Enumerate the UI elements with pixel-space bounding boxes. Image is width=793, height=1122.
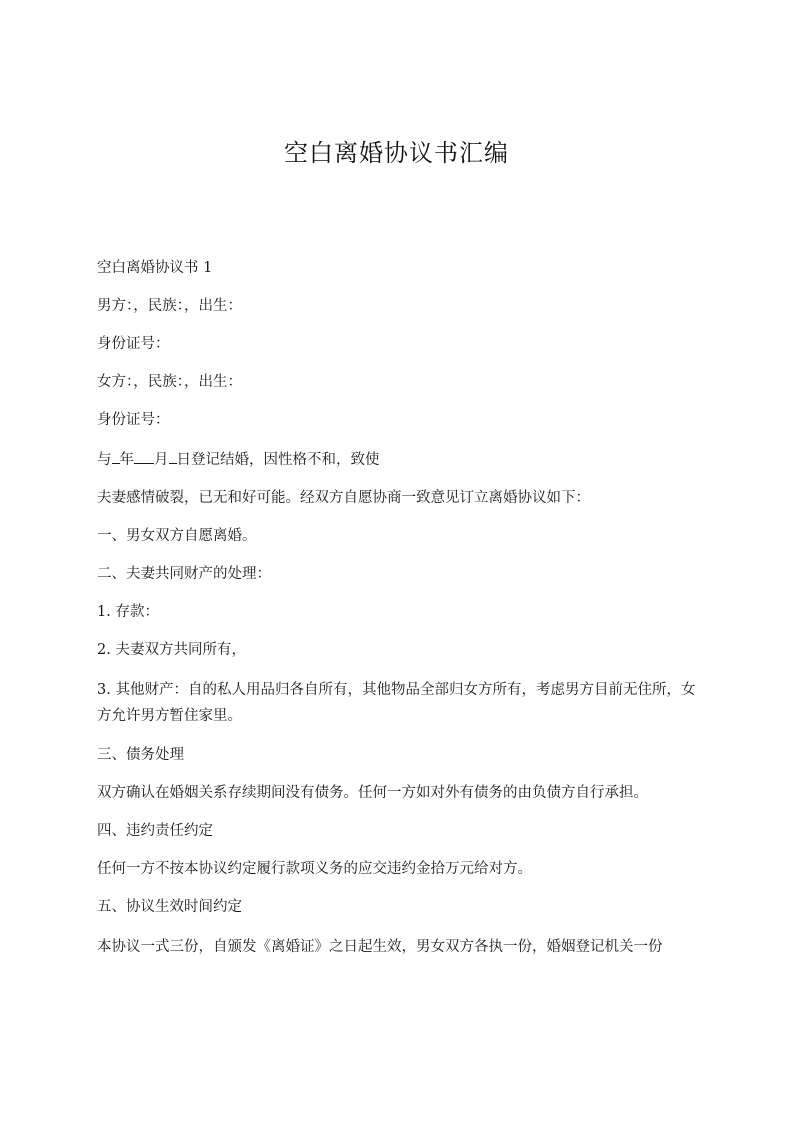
husband-info-line: 男方：，民族：，出生： xyxy=(97,298,242,314)
marriage-prefix: 与 xyxy=(97,452,112,468)
clause-1: 一、男女双方自愿离婚。 xyxy=(97,528,257,544)
marriage-year-label: 年 xyxy=(119,452,134,468)
clause-3-heading: 三、债务处理 xyxy=(97,747,184,763)
section-heading: 空白离婚协议书 1 xyxy=(97,260,213,276)
clause-4-heading: 四、违约责任约定 xyxy=(97,823,213,839)
marriage-day-rest: 日登记结婚，因性格不和，致使 xyxy=(176,452,380,468)
document-title: 空白离婚协议书汇编 xyxy=(284,139,509,167)
wife-info-line: 女方：，民族：，出生： xyxy=(97,374,242,390)
clause-3-text: 双方确认在婚姻关系存续期间没有债务。任何一方如对外有债务的由负债方自行承担。 xyxy=(97,785,648,801)
intro-paragraph: 夫妻感情破裂，已无和好可能。经双方自愿协商一致意见订立离婚协议如下： xyxy=(97,490,590,506)
husband-id-line: 身份证号： xyxy=(97,336,170,352)
day-blank xyxy=(169,447,177,464)
clause-4-text: 任何一方不按本协议约定履行款项义务的应交违约金拾万元给对方。 xyxy=(97,861,532,877)
clause-5-heading: 五、协议生效时间约定 xyxy=(97,899,242,915)
month-blank xyxy=(134,447,154,464)
marriage-date-line xyxy=(97,447,701,472)
marriage-month-label: 月 xyxy=(154,452,169,468)
item-1-deposits: 1. 存款： xyxy=(97,604,159,620)
clause-5-text: 本协议一式三份，自颁发《离婚证》之日起生效，男女双方各执一份，婚姻登记机关一份 xyxy=(97,939,663,955)
clause-2-heading: 二、夫妻共同财产的处理： xyxy=(97,566,271,582)
document-body xyxy=(97,257,701,975)
year-blank xyxy=(112,447,120,464)
item-3-other-property: 3. 其他财产：自的私人用品归各自所有，其他物品全部归女方所有，考虑男方目前无住所，女方允许男方暂住家里。 xyxy=(97,682,696,724)
item-2-joint-property: 2. 夫妻双方共同所有， xyxy=(97,642,246,658)
wife-id-line: 身份证号： xyxy=(97,412,170,428)
